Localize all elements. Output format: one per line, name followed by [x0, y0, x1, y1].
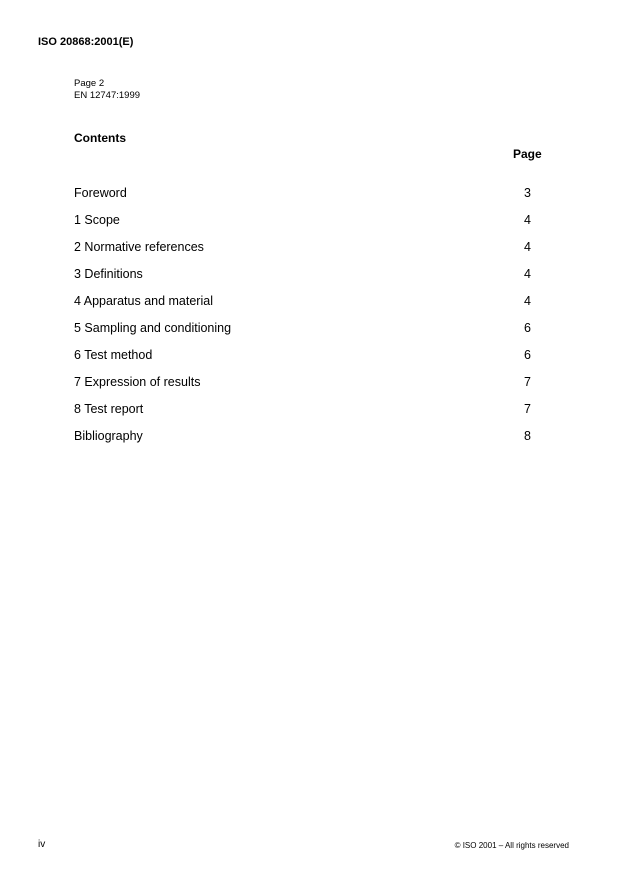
toc-entry-label: 1 Scope — [74, 213, 120, 227]
toc-entry-apparatus[interactable] — [74, 294, 544, 321]
footer-copyright: © ISO 2001 – All rights reserved — [454, 841, 569, 850]
toc-entry-label: 8 Test report — [74, 402, 144, 416]
toc-entry-sampling[interactable] — [74, 321, 544, 348]
toc-entry-page: 8 — [524, 429, 531, 443]
toc-entry-page: 7 — [524, 375, 531, 389]
national-reference-block — [74, 78, 140, 102]
page-column-heading: Page — [513, 147, 542, 161]
toc-entry-page: 7 — [524, 402, 531, 416]
toc-entry-label: 7 Expression of results — [74, 375, 201, 389]
toc-entry-label: 2 Normative references — [74, 240, 204, 254]
table-of-contents — [74, 186, 544, 456]
toc-entry-expression-of-results[interactable] — [74, 375, 544, 402]
toc-entry-page: 6 — [524, 321, 531, 335]
toc-entry-scope[interactable] — [74, 213, 544, 240]
toc-entry-bibliography[interactable] — [74, 429, 544, 456]
toc-entry-page: 6 — [524, 348, 531, 362]
toc-entry-label: 6 Test method — [74, 348, 153, 362]
toc-entry-label: 4 Apparatus and material — [74, 294, 213, 308]
toc-entry-page: 3 — [524, 186, 531, 200]
toc-entry-label: Foreword — [74, 186, 127, 200]
toc-entry-test-method[interactable] — [74, 348, 544, 375]
toc-entry-label: Bibliography — [74, 429, 143, 443]
footer-page-number: iv — [38, 839, 46, 850]
toc-entry-page: 4 — [524, 213, 531, 227]
toc-entry-page: 4 — [524, 267, 531, 281]
national-page-label: Page 2 — [74, 78, 105, 89]
toc-entry-foreword[interactable] — [74, 186, 544, 213]
toc-entry-definitions[interactable] — [74, 267, 544, 294]
toc-entry-test-report[interactable] — [74, 402, 544, 429]
toc-entry-page: 4 — [524, 294, 531, 308]
contents-heading: Contents — [74, 131, 126, 145]
national-standard-number: EN 12747:1999 — [74, 90, 141, 101]
document-id-header: ISO 20868:2001(E) — [38, 36, 134, 48]
toc-entry-normative-references[interactable] — [74, 240, 544, 267]
toc-entry-label: 3 Definitions — [74, 267, 143, 281]
toc-entry-label: 5 Sampling and conditioning — [74, 321, 232, 335]
toc-entry-page: 4 — [524, 240, 531, 254]
